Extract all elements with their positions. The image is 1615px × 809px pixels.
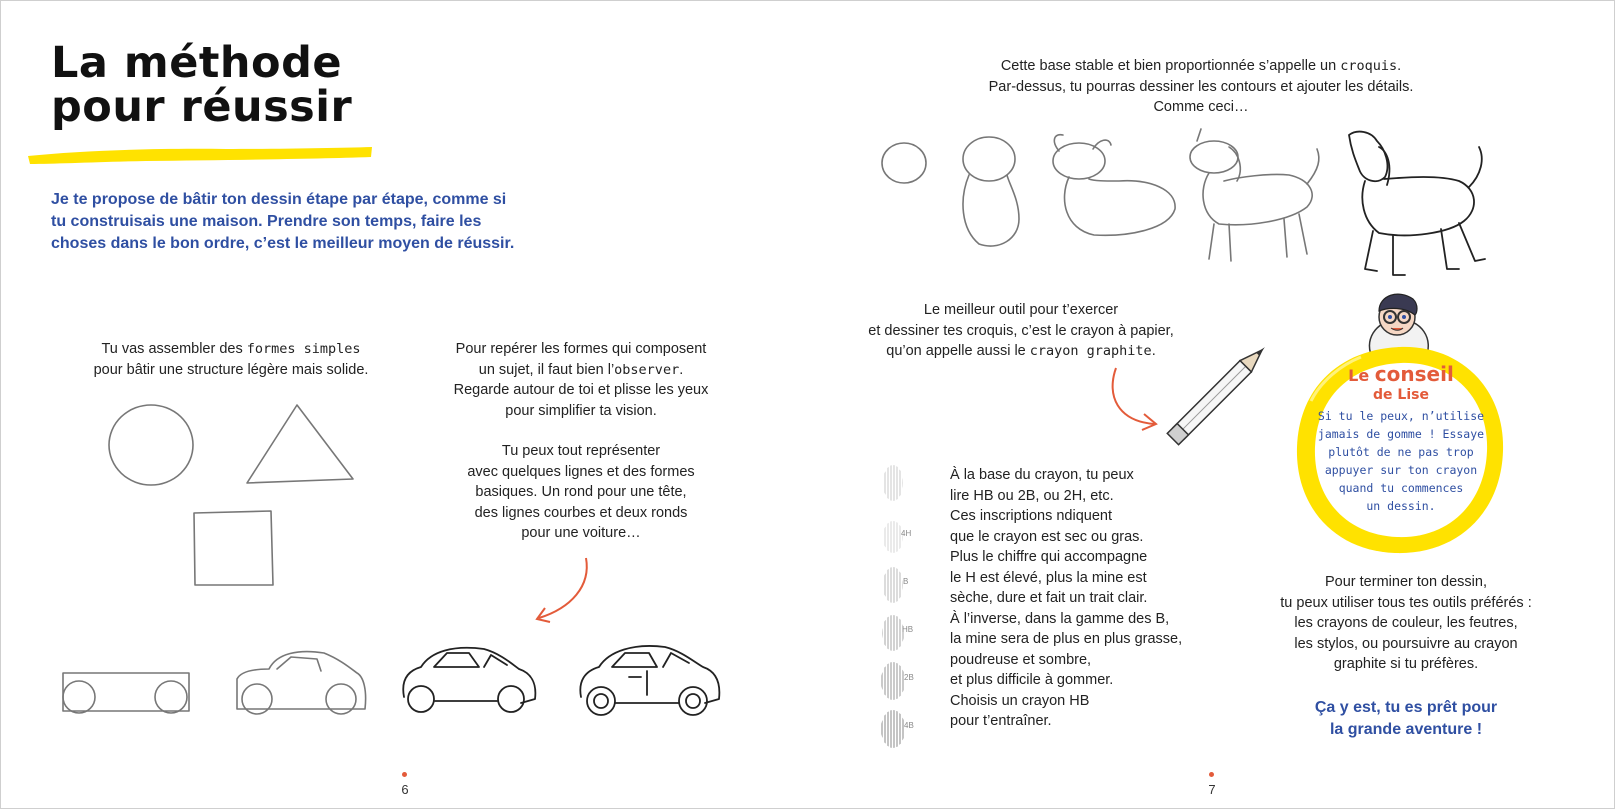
grades-paragraph <box>950 465 1210 732</box>
grade-label-2b: 2B <box>904 673 914 682</box>
car-step-4 <box>580 646 719 715</box>
croquis-paragraph <box>941 56 1461 118</box>
grades-line: pour t’entraîner. <box>950 713 1052 729</box>
finish-line: les stylos, ou poursuivre au crayon <box>1294 635 1518 652</box>
grade-label-4b: 4B <box>904 721 914 730</box>
tip-text <box>1308 407 1494 515</box>
observe-line-7: basiques. Un rond pour une tête, <box>475 484 687 500</box>
tip-line: Si tu le peux, n’utilise <box>1317 409 1485 423</box>
dog-steps-drawing <box>879 129 1539 279</box>
shapes-text-2: pour bâtir une structure légère mais solide. <box>93 361 369 378</box>
finish-line: tu peux utiliser tous tes outils préférés : <box>1280 594 1532 611</box>
grades-line: Ces inscriptions ndiquent <box>950 508 1113 524</box>
title-line-1: La méthode <box>51 38 343 88</box>
grade-label-hb: HB <box>902 625 914 634</box>
pencil-line-3-end: . <box>1151 343 1156 359</box>
swatch-3 <box>883 567 903 603</box>
croquis-line-1-end: . <box>1397 58 1402 74</box>
tip-title-le: Le <box>1348 366 1375 385</box>
pencil-paragraph <box>856 300 1186 362</box>
grades-line: que le crayon est sec ou gras. <box>950 528 1144 545</box>
croquis-line-2: Par-dessus, tu pourras dessiner les contours et ajouter les détails. <box>988 78 1414 95</box>
dog-step-4 <box>1190 129 1319 261</box>
observe-line-5: Tu peux tout représenter <box>501 443 661 459</box>
pencil-line-3: qu’on appelle aussi le <box>886 343 1030 359</box>
pencil-highlight: crayon graphite <box>1029 343 1152 359</box>
page-dot-left <box>402 772 407 777</box>
grade-label-4h: 4H <box>901 529 912 538</box>
observe-line-6: avec quelques lignes et des formes <box>467 463 695 480</box>
grades-line: la mine sera de plus en plus grasse, <box>950 631 1183 647</box>
grades-line: et plus difficile à gommer. <box>950 672 1114 688</box>
circle-shape <box>109 405 193 485</box>
intro-paragraph: Je te propose de bâtir ton dessin étape par étape, comme si tu construisais une maison. Prendre son temps, faire les choses dans le bon ordre, c’est le meilleur moyen de réussir. <box>51 191 515 252</box>
pencil-icon <box>1151 321 1291 461</box>
grades-line: lire HB ou 2B, ou 2H, etc. <box>950 487 1114 504</box>
triangle-shape <box>247 405 353 483</box>
tip-title <box>1336 364 1466 404</box>
croquis-line-3: Comme ceci… <box>1153 99 1249 115</box>
page-number-right: 7 <box>1208 782 1216 797</box>
grades-line: le H est élevé, plus la mine est <box>950 569 1147 586</box>
observe-line-3: Regarde autour de toi et plisse les yeux <box>453 382 709 398</box>
shapes-text-1: Tu vas assembler des <box>101 341 247 357</box>
swatch-2 <box>883 521 903 553</box>
car-steps-drawing <box>59 641 749 721</box>
dog-step-3 <box>1053 135 1175 236</box>
closing-line-1: Ça y est, tu es prêt pour <box>1314 699 1498 716</box>
graphite-swatches <box>881 461 941 751</box>
orange-arrow-icon <box>531 556 591 636</box>
title-line-2: pour réussir <box>51 82 353 132</box>
grade-label-b: B <box>903 577 909 586</box>
simple-shapes-drawing <box>101 399 281 589</box>
grades-line: À l’inverse, dans la gamme des B, <box>950 610 1170 627</box>
tip-line: plutôt de ne pas trop <box>1328 445 1474 459</box>
tip-line: appuyer sur ton crayon <box>1324 463 1478 477</box>
shapes-highlight: formes simples <box>246 341 361 357</box>
grades-line: Choisis un crayon HB <box>950 692 1090 709</box>
dog-step-1 <box>882 143 926 183</box>
swatch-6 <box>881 710 905 748</box>
observe-line-9: pour une voiture… <box>521 525 641 541</box>
swatch-1 <box>883 465 903 501</box>
finish-line: graphite si tu préfères. <box>1333 656 1479 672</box>
tip-title-de-lise: de Lise <box>1373 387 1429 403</box>
croquis-highlight: croquis <box>1340 58 1398 74</box>
observe-line-8: des lignes courbes et deux ronds <box>474 504 688 521</box>
square-shape <box>194 511 273 585</box>
finish-paragraph <box>1256 572 1556 675</box>
page-title <box>51 38 353 132</box>
car-step-2 <box>237 652 366 714</box>
page-dot-right <box>1209 772 1214 777</box>
car-step-3 <box>403 648 535 712</box>
croquis-line-1: Cette base stable et bien proportionnée s’appelle un <box>1000 58 1341 74</box>
yellow-brush-underline <box>26 144 374 166</box>
pencil-line-1: Le meilleur outil pour t’exercer <box>923 302 1119 318</box>
observe-line-4: pour simplifier ta vision. <box>505 402 657 419</box>
observe-line-1: Pour repérer les formes qui composent <box>455 341 707 357</box>
grades-line: poudreuse et sombre, <box>950 651 1092 668</box>
page-number-left: 6 <box>401 782 409 797</box>
grades-line: sèche, dure et fait un trait clair. <box>950 590 1148 606</box>
dog-step-2 <box>963 137 1019 246</box>
observe-highlight: observer <box>614 361 680 378</box>
grades-line: Plus le chiffre qui accompagne <box>950 549 1148 565</box>
tip-line: un dessin. <box>1366 499 1436 513</box>
car-step-1 <box>63 673 189 713</box>
finish-line: Pour terminer ton dessin, <box>1325 574 1487 590</box>
closing-line-2: la grande aventure ! <box>1329 721 1483 738</box>
observe-line-2-end: . <box>679 361 684 378</box>
observe-line-2: un sujet, il faut bien l’ <box>478 361 615 378</box>
tip-line: quand tu commences <box>1338 481 1464 495</box>
grades-line: À la base du crayon, tu peux <box>950 467 1134 483</box>
closing-text <box>1256 697 1556 741</box>
observe-paragraph <box>441 339 721 544</box>
pencil-line-2: et dessiner tes croquis, c’est le crayon à papier, <box>868 322 1174 339</box>
swatch-5 <box>881 662 905 700</box>
shapes-paragraph <box>71 339 391 380</box>
finish-line: les crayons de couleur, les feutres, <box>1294 615 1518 631</box>
tip-line: jamais de gomme ! Essaye <box>1317 427 1485 441</box>
swatch-4 <box>882 615 904 651</box>
tip-title-conseil: conseil <box>1374 362 1454 386</box>
dog-step-5 <box>1349 132 1485 275</box>
